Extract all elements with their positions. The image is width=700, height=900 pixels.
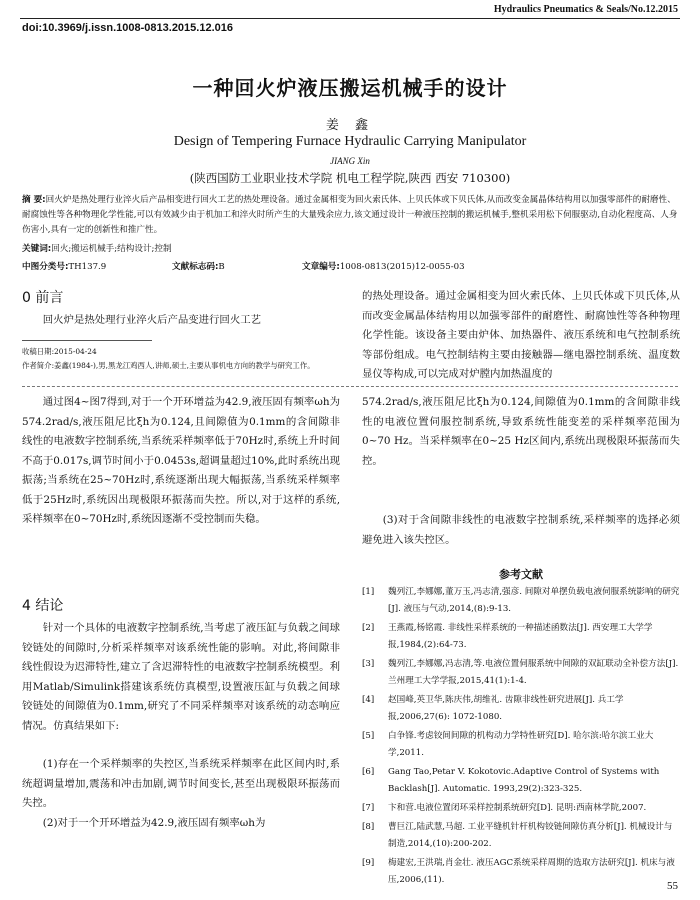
body-right-paragraph: 574.2rad/s,液压阻尼比ξh为0.124,间隙值为0.1mm的含间隙非线性的电液位置伺服控制系统,导致系统性能变差的采样频率范围为0~70 Hz。当采样频率在0~25 Hz区间内,系统出现极限环振荡而失控。 [362,396,680,467]
intro-right-paragraph: 的热处理设备。通过金属相变为回火索氏体、上贝氏体或下贝氏体,从而改变金属晶体结构用以加强零部件的耐磨性、耐腐蚀性等各种物理化学性能。该设备主要由炉体、加热器件、液压系统和电气控制系统等部份组成。电气控制结构主要由接触器—继电器控制系统、温度数显仪等构成,可以完成对炉膛内加热温度的 [362,290,680,380]
journal-header: Hydraulics Pneumatics & Seals/No.12.2015 [493,4,678,15]
references-list [362,584,680,891]
reference-item: [1] 魏列江,李娜娜,董万玉,冯志清,强彦. 间隙对单摆负载电液伺服系统影响的研究[J]. 液压与气动,2014,(8):9-13. [362,587,680,614]
document-code: 文献标志码:B [172,262,225,272]
reference-item: [6] Gang Tao,Petar V. Kokotovic.Adaptive Control of Systems with Backlash[J]. Automatic. 1993,29(2):323-325. [362,767,660,794]
clc-number: 中图分类号:TH137.9 [22,262,107,272]
keywords-text: 回火;搬运机械手;结构设计;控制 [51,244,172,254]
doi[interactable]: doi:10.3969/j.issn.1008-0813.2015.12.016 [22,22,233,34]
author-bio: 作者简介:姜鑫(1984-),男,黑龙江鸡西人,讲师,硕士,主要从事机电方向的教学与研究工作。 [22,361,315,370]
keywords-label: 关键词: [22,244,52,254]
reference-item: [3] 魏列江,李娜娜,冯志清,等.电液位置伺服系统中间隙的双缸联动全补偿方法[J].兰州理工大学学报,2015,41(1):1-4. [362,659,679,686]
conclusion-paragraph: 针对一个具体的电液数字控制系统,当考虑了液压缸与负载之间球铰链处的间隙时,分析采样频率对该系统性能的影响。对此,将间隙非线性假设为迟滞特性,建立了含迟滞特性的电液数字控制系统模型。利用Matlab/Simulink搭建该系统仿真模型,设置液压缸与负载之间球铰链处的间隙值为0.1mm,研究了不同采样频率对该系统的动态响应情况。仿真结果如下: [22,622,340,732]
reference-item: [5] 白争锋.考虑铰间间隙的机构动力学特性研究[D]. 哈尔滨:哈尔滨工业大学,2011. [362,731,654,758]
reference-item: [2] 王燕霞,杨铭霞. 非线性采样系统的一种描述函数法[J]. 西安理工大学学报,1984,(2):64-73. [362,623,653,650]
keywords [22,242,678,254]
author-en: JIANG Xin [330,156,370,166]
intro-left-paragraph: 回火炉是热处理行业淬火后产品变进行回火工艺 [42,314,261,326]
reference-item: [7] 卞和营.电液位置闭环采样控制系统研究[D]. 昆明:西南林学院,2007. [362,803,647,813]
section-heading-conclusion: 4 结论 [22,598,64,614]
dashed-separator [22,386,678,387]
affiliation: (陕西国防工业职业技术学院 机电工程学院,陕西 西安 710300) [189,171,511,185]
conclusion-item-3: (3)对于含间隙非线性的电液数字控制系统,采样频率的选择必须避免进入该失控区。 [362,514,680,546]
article-number: 文章编号:1008-0813(2015)12-0055-03 [302,262,465,272]
abstract-text: 回火炉是热处理行业淬火后产品相变进行回火工艺的热处理设备。通过金属相变为回火索氏体、上贝氏体或下贝氏体,从而改变金属晶体结构用以加强零部件的耐磨性、耐腐蚀性等各种物理化学性能,可以有效减少由于机加工和淬火时所产生的大量残余应力,该文通过设计一种液压控制的搬运机械手,整机采用松下伺服驱动,自动化程度高、人身伤害小,具有一定的创新性和推广性。 [22,195,678,235]
conclusion-item-2: (2)对于一个开环增益为42.9,液压固有频率ωh为 [42,817,266,829]
references-title: 参考文献 [499,568,543,581]
footnote [22,345,340,373]
abstract-label: 摘 要: [22,195,46,205]
page-number: 55 [667,880,678,892]
article-title-en: Design of Tempering Furnace Hydraulic Carrying Manipulator [173,134,527,149]
footnote-rule [22,340,152,341]
reference-item: [8] 曹巨江,陆武慧,马超. 工业平缝机针杆机构铰链间隙仿真分析[J]. 机械设计与制造,2014,(10):200-202. [362,822,673,849]
conclusion-item-1: (1)存在一个采样频率的失控区,当系统采样频率在此区间内时,系统超调量增加,震荡和冲击加剧,调节时间变长,甚至出现极限环振荡而失控。 [22,758,340,809]
reference-item: [9] 梅建宏,王洪瑞,肖金壮. 液压AGC系统采样周期的选取方法研究[J]. 机床与液压,2006,(11). [362,858,675,885]
header-rule [20,18,680,19]
reference-item: [4] 赵国峰,英卫华,陈庆伟,胡维礼. 齿隙非线性研究进展[J]. 兵工学报,2006,27(6): 1072-1080. [362,695,624,722]
article-title: 一种回火炉液压搬运机械手的设计 [192,76,508,100]
body-left-paragraph: 通过图4~图7得到,对于一个开环增益为42.9,液压固有频率ωh为574.2rad/s,液压阻尼比ξh为0.124,且间隙值为0.1mm的含间隙非线性的电液数字控制系统,当系统采样频率低于70Hz时,系统上升时间不高于0.017s,调节时间小于0.0453s,超调量超过10%,此时系统出现振荡;当系统在25~70Hz时,系统逐渐出现大幅振荡,当系统采样频率低于25Hz时,系统因出现极限环振荡而失控。所以,对于这样的系统,采样频率在0~70Hz时,系统因逐渐不受控制而失稳。 [22,396,340,525]
section-heading-intro: 0 前言 [22,290,64,306]
abstract [22,193,678,238]
author: 姜 鑫 [325,118,375,133]
received-date: 收稿日期:2015-04-24 [22,347,97,356]
